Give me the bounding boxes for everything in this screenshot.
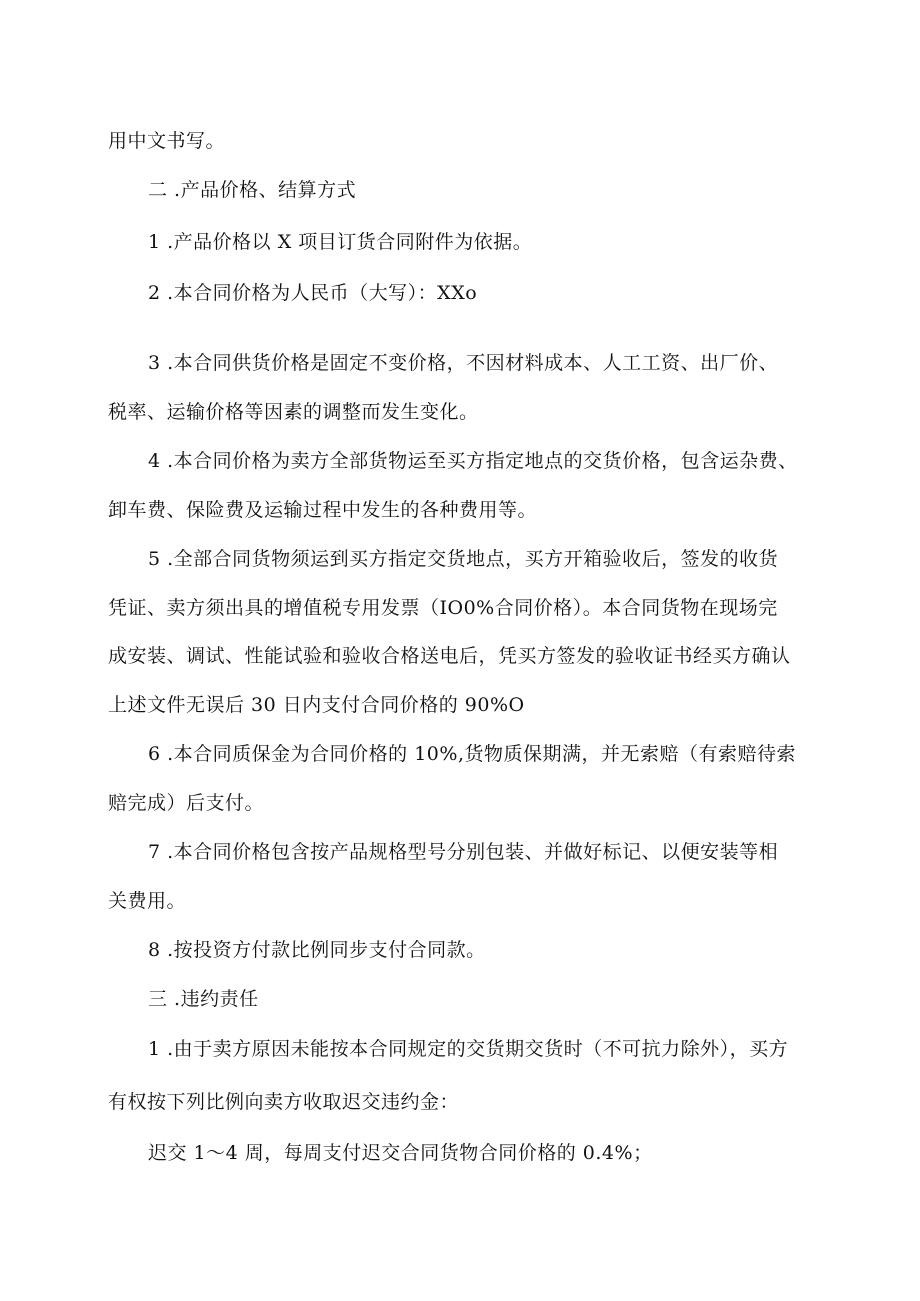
text-line: 成安装、调试、性能试验和验收合格送电后，凭买方签发的验收证书经买方确认 <box>108 645 791 667</box>
text-line: 税率、运输价格等因素的调整而发生变化。 <box>108 401 479 423</box>
text-line: 赔完成）后支付。 <box>108 792 265 814</box>
text-line: 6 .本合同质保金为合同价格的 10%,货物质保期满，并无索赔（有索赔待索 <box>148 743 796 765</box>
section-heading: 三 .违约责任 <box>148 988 259 1010</box>
text-line: 1 .产品价格以 X 项目订货合同附件为依据。 <box>148 231 533 253</box>
text-line: 3 .本合同供货价格是固定不变价格，不因材料成本、人工工资、出厂价、 <box>148 352 779 374</box>
text-line: 关费用。 <box>108 890 187 912</box>
text-line: 2 .本合同价格为人民币（大写）：XXo <box>148 282 478 304</box>
text-line: 用中文书写。 <box>108 130 226 152</box>
text-line: 有权按下列比例向卖方收取迟交违约金： <box>108 1091 460 1113</box>
text-line: 4 .本合同价格为卖方全部货物运至买方指定地点的交货价格，包含运杂费、 <box>148 450 798 472</box>
text-line: 卸车费、保险费及运输过程中发生的各种费用等。 <box>108 499 538 521</box>
text-line: 5 .全部合同货物须运到买方指定交货地点，买方开箱验收后，签发的收货 <box>148 548 779 570</box>
text-line: 迟交 1～4 周，每周支付迟交合同货物合同价格的 0.4%； <box>148 1142 653 1164</box>
text-line: 1 .由于卖方原因未能按本合同规定的交货期交货时（不可抗力除外），买方 <box>148 1038 789 1060</box>
text-line: 上述文件无误后 30 日内支付合同价格的 90%O <box>108 694 525 716</box>
section-heading: 二 .产品价格、结算方式 <box>148 179 357 201</box>
text-line: 7 .本合同价格包含按产品规格型号分别包装、并做好标记、以便安装等相 <box>148 841 779 863</box>
text-line: 凭证、卖方须出具的增值税专用发票（IO0%合同价格）。本合同货物在现场完 <box>108 597 778 619</box>
text-line: 8 .按投资方付款比例同步支付合同款。 <box>148 939 486 961</box>
